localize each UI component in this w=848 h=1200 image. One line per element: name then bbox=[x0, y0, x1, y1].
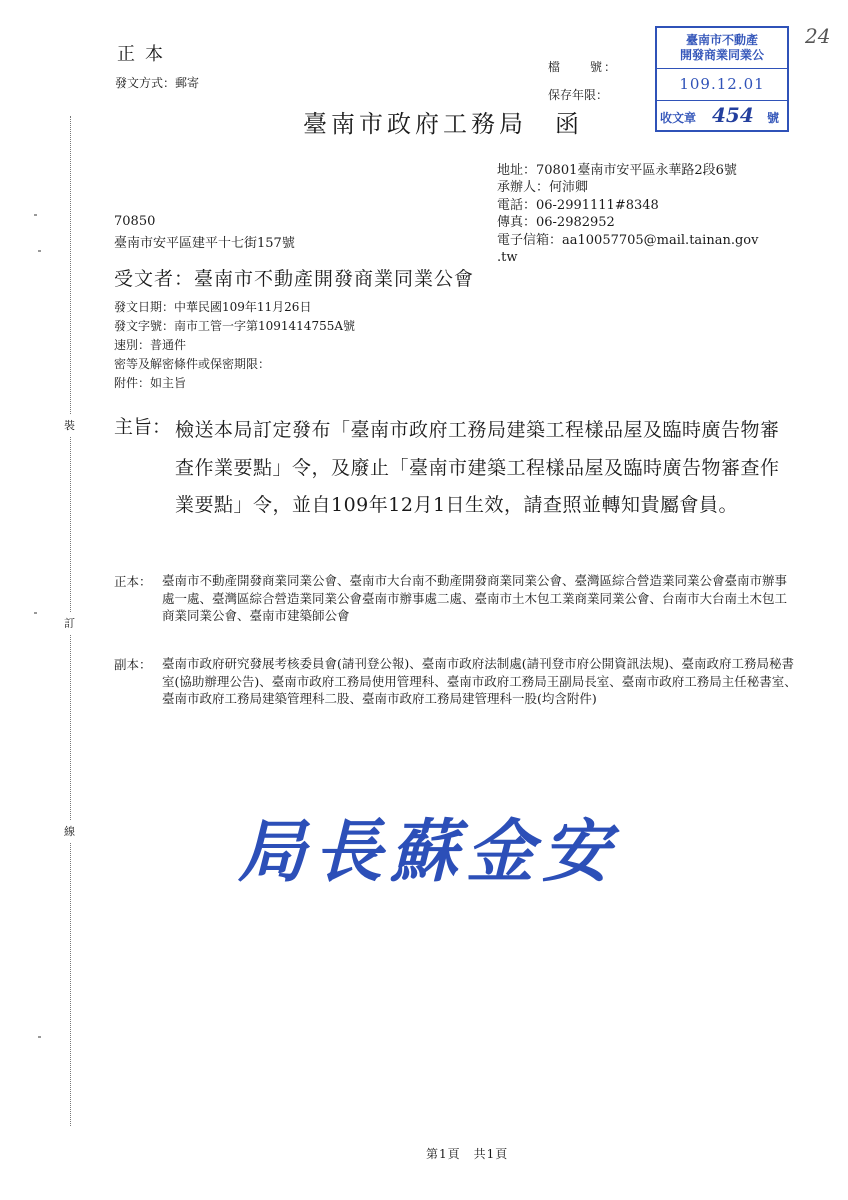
stamp-org-line2: 開發商業同業公 bbox=[679, 48, 764, 62]
director-signature-seal: 局長蘇金安 bbox=[238, 812, 619, 892]
attachment-note: 附件：如主旨 bbox=[114, 376, 187, 390]
secrecy-level: 密等及解密條件或保密期限： bbox=[114, 357, 271, 371]
scan-speck bbox=[38, 1036, 41, 1038]
handwritten-page-number: 24 bbox=[805, 24, 831, 48]
document-metadata bbox=[114, 298, 355, 393]
sender-address: 地址：70801臺南市安平區永華路2段6號 bbox=[497, 163, 737, 178]
original-copy-label: 正本 bbox=[117, 44, 173, 65]
phone-number: 電話：06-2991111#8348 bbox=[497, 197, 659, 213]
stamp-divider bbox=[657, 68, 787, 69]
copy-recipients-label: 副本： bbox=[114, 657, 152, 672]
binding-mark-xian: 線 bbox=[64, 820, 75, 842]
document-number: 發文字號：南市工管一字第1091414755A號 bbox=[114, 319, 356, 333]
stamp-divider bbox=[657, 100, 787, 101]
recipient-mailing-address: 臺南市安平區建平十七街157號 bbox=[114, 236, 295, 251]
subject-label: 主旨： bbox=[114, 416, 172, 438]
issue-date: 發文日期：中華民國109年11月26日 bbox=[114, 300, 312, 314]
retention-period-label: 保存年限： bbox=[548, 88, 609, 102]
recipient-line: 受文者：臺南市不動產開發商業同業公會 bbox=[114, 268, 475, 290]
page-number: 第1頁 共1頁 bbox=[426, 1147, 509, 1161]
recipient-zip: 70850 bbox=[114, 214, 156, 229]
stamp-received-label: 收文章 bbox=[660, 111, 697, 125]
send-method: 發文方式：郵寄 bbox=[115, 76, 200, 90]
stamp-org-line1: 臺南市不動產 bbox=[685, 33, 758, 47]
file-number-label: 檔 號： bbox=[548, 60, 619, 74]
fax-number: 傳真：06-2982952 bbox=[497, 215, 615, 231]
stamp-number-suffix: 號 bbox=[767, 111, 780, 125]
binding-mark-zhuang: 裝 bbox=[64, 414, 75, 436]
handler-name: 承辦人：何沛卿 bbox=[497, 180, 589, 196]
original-recipients-list: 臺南市不動產開發商業同業公會、臺南市大台南不動產開發商業同業公會、臺灣區綜合營造業同業公會臺南市辦事處一處、臺灣區綜合營造業同業公會臺南市辦事處二處、臺南市土木包工業商業同業公會、台南市大台南土木包工商業同業公會、臺南市建築師公會 bbox=[162, 573, 788, 624]
stamp-received-number: 454 bbox=[712, 103, 754, 127]
copy-recipients-list: 臺南市政府研究發展考核委員會(請刊登公報)、臺南市政府法制處(請刊登市府公開資訊法規)、臺南政府工務局秘書室(協助辦理公告)、臺南市政府工務局使用管理科、臺南市政府工務局王副局長室、臺南市政府工務局主任秘書室、臺南市政府工務局建築管理科二股、臺南市政府工務局建管理科一股(均含附件) bbox=[162, 656, 797, 707]
binding-mark-ding: 訂 bbox=[64, 612, 75, 634]
scan-speck bbox=[34, 214, 37, 216]
original-recipients-label: 正本： bbox=[114, 574, 152, 589]
document-title: 臺南市政府工務局 函 bbox=[303, 110, 583, 138]
scan-speck bbox=[34, 612, 37, 614]
stamp-date: 109.12.01 bbox=[679, 75, 765, 93]
scan-speck bbox=[38, 250, 41, 252]
sender-contact-block bbox=[497, 162, 758, 266]
email-address-continued: .tw bbox=[497, 250, 518, 266]
received-stamp bbox=[655, 26, 789, 132]
subject-text: 檢送本局訂定發布「臺南市政府工務局建築工程樣品屋及臨時廣告物審查作業要點」令，及廢止「臺南市建築工程樣品屋及臨時廣告物審查作業要點」令，並自109年12月1日生效，請查照並轉知貴屬會員。 bbox=[175, 419, 780, 516]
stamp-organization bbox=[661, 33, 783, 63]
delivery-speed: 速別：普通件 bbox=[114, 338, 187, 352]
email-address: 電子信箱：aa10057705@mail.tainan.gov bbox=[497, 232, 759, 248]
